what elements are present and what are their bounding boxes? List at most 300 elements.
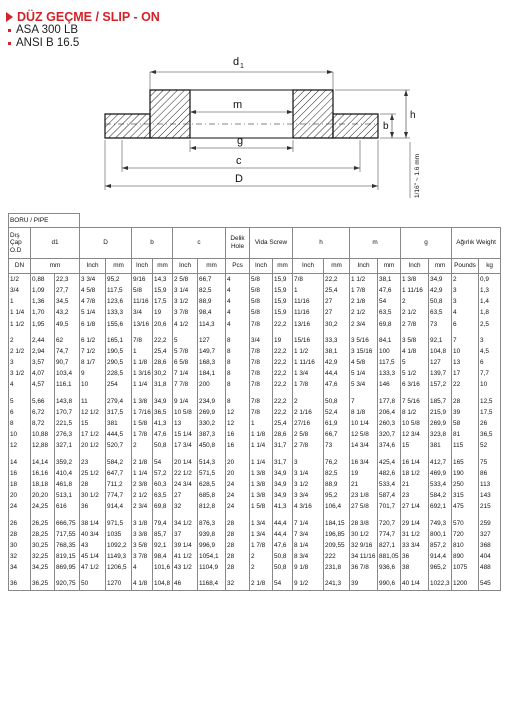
table-cell: 857,2 xyxy=(429,540,452,551)
table-cell: 7/8 xyxy=(250,369,273,380)
table-cell: 8 3/4 xyxy=(293,551,324,562)
table-cell: 63,5 xyxy=(429,308,452,319)
table-cell: 50,8 xyxy=(429,296,452,307)
table-cell: 3/4 xyxy=(250,335,273,346)
table-cell: 73 xyxy=(324,441,350,452)
table-cell: 1 3/8 xyxy=(132,396,153,407)
table-cell: 184,15 xyxy=(324,518,350,529)
table-cell: 17 xyxy=(452,369,479,380)
table-cell: 7 1/4 xyxy=(173,369,198,380)
table-cell: 36,5 xyxy=(153,407,173,418)
table-cell: 8 xyxy=(226,357,250,368)
table-cell: 10 5/8 xyxy=(173,407,198,418)
table-cell: 9 1/2 xyxy=(293,579,324,591)
table-cell: 8 1/2 xyxy=(401,407,429,418)
bullet-icon xyxy=(8,42,11,45)
table-cell: 15,9 xyxy=(273,285,293,296)
table-cell: 86 xyxy=(479,468,501,479)
table-cell: 5 1/4 xyxy=(80,308,106,319)
table-cell: 82,5 xyxy=(198,285,226,296)
table-cell: 19 xyxy=(350,468,378,479)
table-row xyxy=(9,529,501,540)
table-cell: 16 xyxy=(226,429,250,440)
table-cell: 1 7/16 xyxy=(132,407,153,418)
table-cell: 3 xyxy=(452,296,479,307)
table-cell: 1 1/4 xyxy=(9,308,31,319)
table-cell: 22,2 xyxy=(273,396,293,407)
table-cell: 24 xyxy=(9,502,31,513)
table-cell: 936,6 xyxy=(378,563,401,574)
table-cell: 939,8 xyxy=(198,529,226,540)
table-cell: 584,2 xyxy=(106,457,132,468)
unit-h-inch: Inch xyxy=(293,259,324,274)
table-cell: 10 1/4 xyxy=(350,418,378,429)
table-cell: 12 xyxy=(9,441,31,452)
table-cell: 34,9 xyxy=(429,274,452,286)
table-cell: 25,4 xyxy=(273,418,293,429)
table-cell: 4 xyxy=(226,285,250,296)
table-cell: 10 xyxy=(9,429,31,440)
product-title-text: DÜZ GEÇME / SLIP - ON xyxy=(17,10,160,24)
pipe-group-header: BORU / PIPE xyxy=(9,214,80,228)
table-cell: 1149,3 xyxy=(106,551,132,562)
table-cell: 5 3/4 xyxy=(350,380,378,391)
table-cell: 4 7/8 xyxy=(80,296,106,307)
table-cell: 1,36 xyxy=(31,296,55,307)
table-cell: 36,25 xyxy=(31,579,55,591)
table-row xyxy=(9,380,501,391)
table-cell: 1 1/2 xyxy=(9,319,31,330)
table-row xyxy=(9,457,501,468)
table-cell: 6 xyxy=(479,357,501,368)
table-cell: 6 xyxy=(452,319,479,330)
col-header-h: h xyxy=(293,228,350,259)
col-header-D: D xyxy=(80,228,132,259)
table-cell: 1 1/8 xyxy=(250,429,273,440)
table-cell: 812,8 xyxy=(198,502,226,513)
table-cell: 7/8 xyxy=(250,319,273,330)
table-cell: 14,3 xyxy=(153,274,173,286)
table-cell: 12,88 xyxy=(31,441,55,452)
table-cell: 22,2 xyxy=(273,346,293,357)
table-row xyxy=(9,407,501,418)
table-cell: 7,7 xyxy=(479,369,501,380)
table-cell: 215 xyxy=(479,502,501,513)
table-cell: 24 xyxy=(226,479,250,490)
table-cell: 22,2 xyxy=(273,380,293,391)
table-cell: 98,4 xyxy=(198,308,226,319)
table-cell: 1206,5 xyxy=(106,563,132,574)
table-cell: 1 1/4 xyxy=(250,441,273,452)
table-cell: 711,2 xyxy=(106,479,132,490)
table-cell: 3 7/8 xyxy=(173,308,198,319)
table-cell: 7/8 xyxy=(250,380,273,391)
table-cell: 5/8 xyxy=(132,285,153,296)
table-cell: 768,35 xyxy=(55,540,80,551)
table-cell: 1035 xyxy=(106,529,132,540)
table-cell: 4 1/8 xyxy=(401,346,429,357)
table-cell: 971,5 xyxy=(106,518,132,529)
table-cell: 133,3 xyxy=(378,369,401,380)
table-cell: 8 1/7 xyxy=(80,357,106,368)
table-cell: 28 xyxy=(226,540,250,551)
table-cell: 6 5/8 xyxy=(173,357,198,368)
table-cell: 38 1/4 xyxy=(80,518,106,529)
table-cell: 13/16 xyxy=(293,319,324,330)
table-cell: 39 1/4 xyxy=(173,540,198,551)
col-header-m: m xyxy=(350,228,401,259)
h-label: h xyxy=(410,110,416,121)
table-cell: 7/8 xyxy=(250,357,273,368)
red-triangle-icon xyxy=(6,12,13,22)
table-cell: 16 xyxy=(9,468,31,479)
table-cell: 206,4 xyxy=(378,407,401,418)
table-cell: 701,7 xyxy=(378,502,401,513)
table-cell: 4 xyxy=(132,563,153,574)
table-cell: 13/16 xyxy=(132,319,153,330)
c-label: c xyxy=(236,155,242,167)
table-cell: 1270 xyxy=(106,579,132,591)
table-cell: 533,4 xyxy=(378,479,401,490)
table-cell: 15,9 xyxy=(273,308,293,319)
table-cell: 41,3 xyxy=(153,418,173,429)
table-row xyxy=(9,285,501,296)
table-cell: 22,2 xyxy=(273,357,293,368)
table-cell: 18 1/2 xyxy=(401,468,429,479)
table-cell: 3 7/8 xyxy=(132,551,153,562)
table-cell: 127 xyxy=(429,357,452,368)
table-cell: 100 xyxy=(378,346,401,357)
table-cell: 15,9 xyxy=(273,296,293,307)
table-cell: 11/16 xyxy=(132,296,153,307)
table-cell: 1 xyxy=(9,296,31,307)
table-cell: 165 xyxy=(452,457,479,468)
table-cell: 3 xyxy=(9,357,31,368)
table-cell: 90,7 xyxy=(55,357,80,368)
table-cell: 31 1/2 xyxy=(401,529,429,540)
table-cell: 8 xyxy=(226,369,250,380)
table-cell: 34 11/16 xyxy=(350,551,378,562)
table-cell: 133,3 xyxy=(106,308,132,319)
dimension-table xyxy=(8,213,501,591)
table-row xyxy=(9,274,501,286)
table-cell: 488 xyxy=(479,563,501,574)
table-cell: 39 xyxy=(350,579,378,591)
table-cell: 1 xyxy=(293,285,324,296)
table-cell: 269,9 xyxy=(198,407,226,418)
table-cell: 25,4 xyxy=(153,346,173,357)
table-cell: 800,1 xyxy=(429,529,452,540)
table-cell: 1 7/8 xyxy=(293,380,324,391)
table-cell: 1,3 xyxy=(479,285,501,296)
col-header-c: c xyxy=(173,228,226,259)
table-cell: 1 1/4 xyxy=(132,380,153,391)
table-cell: 1 7/8 xyxy=(350,285,378,296)
table-cell: 8 1/4 xyxy=(293,540,324,551)
table-cell: 165,1 xyxy=(106,335,132,346)
col-header-g: g xyxy=(401,228,452,259)
flange-ring-right xyxy=(333,114,378,138)
table-cell: 22,2 xyxy=(273,369,293,380)
table-cell: 3 3/4 xyxy=(293,490,324,501)
table-cell: 34 xyxy=(9,563,31,574)
table-cell: 3 5/8 xyxy=(132,540,153,551)
table-cell: 587,4 xyxy=(378,490,401,501)
table-cell: 27 xyxy=(173,490,198,501)
table-cell: 3 1/8 xyxy=(132,518,153,529)
table-row xyxy=(9,319,501,330)
standard-line-1 xyxy=(8,24,160,37)
table-cell: 43 1/2 xyxy=(173,563,198,574)
table-cell: 49,5 xyxy=(55,319,80,330)
table-cell: 6 xyxy=(9,407,31,418)
table-cell: 74,7 xyxy=(55,346,80,357)
table-cell: 88,9 xyxy=(198,296,226,307)
table-row xyxy=(9,441,501,452)
table-cell: 127 xyxy=(198,335,226,346)
b-label: b xyxy=(383,121,389,132)
table-cell: 254 xyxy=(106,380,132,391)
table-cell: 22,3 xyxy=(55,274,80,286)
table-cell: 2 1/16 xyxy=(293,407,324,418)
col-header-b: b xyxy=(132,228,173,259)
table-cell: 27 xyxy=(324,296,350,307)
table-cell: 36 7/8 xyxy=(350,563,378,574)
table-cell: 11/16 xyxy=(293,308,324,319)
table-cell: 2 5/8 xyxy=(293,429,324,440)
table-cell: 965,2 xyxy=(429,563,452,574)
d1-subscript: 1 xyxy=(240,63,244,70)
flange-hub-right xyxy=(293,90,333,138)
weld-note: 1/16" ~ 1.6 mm xyxy=(414,153,421,198)
table-cell: 157,2 xyxy=(429,380,452,391)
table-cell: 4 xyxy=(226,308,250,319)
table-cell: 717,55 xyxy=(55,529,80,540)
table-cell: 1/2 xyxy=(9,274,31,286)
table-cell: 22,2 xyxy=(324,274,350,286)
table-cell: 17,5 xyxy=(479,407,501,418)
table-cell: 5 xyxy=(9,396,31,407)
table-cell: 103,4 xyxy=(55,369,80,380)
table-cell: 19 xyxy=(153,308,173,319)
table-cell: 37 xyxy=(173,529,198,540)
table-cell: 3,57 xyxy=(31,357,55,368)
table-cell: 5 xyxy=(173,335,198,346)
table-cell: 1 1/4 xyxy=(250,457,273,468)
unit-dn: DN xyxy=(9,259,31,274)
table-cell: 22 xyxy=(452,380,479,391)
table-cell: 32,25 xyxy=(31,551,55,562)
table-cell: 38,1 xyxy=(324,346,350,357)
table-cell: 24 3/4 xyxy=(173,479,198,490)
bullet-icon xyxy=(8,29,11,32)
table-cell: 3 1/2 xyxy=(9,369,31,380)
unit-c-inch: Inch xyxy=(173,259,198,274)
table-cell: 381 xyxy=(106,418,132,429)
table-cell: 85,7 xyxy=(153,529,173,540)
table-cell: 6 1/2 xyxy=(80,335,106,346)
table-cell: 1,8 xyxy=(479,308,501,319)
table-cell: 47,6 xyxy=(378,285,401,296)
table-cell: 1200 xyxy=(452,579,479,591)
table-cell: 17,5 xyxy=(153,296,173,307)
table-cell: 1,95 xyxy=(31,319,55,330)
product-title xyxy=(6,10,160,24)
table-cell: 27/16 xyxy=(293,418,324,429)
table-cell: 3 xyxy=(293,457,324,468)
unit-hole-pcs: Pcs xyxy=(226,259,250,274)
table-cell: 32 xyxy=(226,579,250,591)
table-row xyxy=(9,346,501,357)
table-cell: 5 7/8 xyxy=(173,346,198,357)
table-cell: 50 xyxy=(80,579,106,591)
table-cell: 63,5 xyxy=(378,308,401,319)
table-cell: 520,7 xyxy=(106,441,132,452)
table-cell: 117,5 xyxy=(378,357,401,368)
table-cell: 3 3/4 xyxy=(80,274,106,286)
table-cell: 2 5/8 xyxy=(173,274,198,286)
table-cell: 5/8 xyxy=(250,296,273,307)
table-cell: 20 xyxy=(9,490,31,501)
table-cell: 17 1/2 xyxy=(80,429,106,440)
unit-d1-mm: mm xyxy=(31,259,80,274)
table-cell: 9 xyxy=(80,369,106,380)
table-cell: 4 xyxy=(452,308,479,319)
table-cell: 410,4 xyxy=(55,468,80,479)
table-cell: 359,2 xyxy=(55,457,80,468)
table-cell: 720 xyxy=(452,529,479,540)
table-row xyxy=(9,369,501,380)
table-cell: 23 xyxy=(401,490,429,501)
table-cell: 54 xyxy=(378,296,401,307)
unit-screw-inch: Inch xyxy=(250,259,273,274)
table-cell: 24,25 xyxy=(31,502,55,513)
table-cell: 228,5 xyxy=(106,369,132,380)
table-cell: 184,1 xyxy=(198,369,226,380)
table-cell: 30 1/2 xyxy=(80,490,106,501)
table-cell: 26 xyxy=(9,518,31,529)
table-cell: 1 3/4 xyxy=(293,369,324,380)
table-row xyxy=(9,551,501,562)
table-cell: 24 xyxy=(226,502,250,513)
table-cell: 5 xyxy=(401,357,429,368)
table-cell: 2 xyxy=(250,563,273,574)
table-cell: 168,3 xyxy=(198,357,226,368)
table-cell: 685,8 xyxy=(198,490,226,501)
unit-D-inch: Inch xyxy=(80,259,106,274)
table-row xyxy=(9,296,501,307)
col-header-weight: Ağırlık Weight xyxy=(452,228,501,259)
table-cell: 12 1/2 xyxy=(80,407,106,418)
table-cell: 215,9 xyxy=(429,407,452,418)
table-cell: 116,1 xyxy=(55,380,80,391)
table-cell: 8,72 xyxy=(31,418,55,429)
unit-g-inch: Inch xyxy=(401,259,429,274)
table-cell: 1 7/8 xyxy=(250,540,273,551)
table-cell: 57,2 xyxy=(153,468,173,479)
table-row xyxy=(9,563,501,574)
table-cell: 34,5 xyxy=(55,296,80,307)
table-cell: 2,44 xyxy=(31,335,55,346)
table-cell: 177,8 xyxy=(378,396,401,407)
table-cell: 4 xyxy=(226,296,250,307)
table-cell: 42,9 xyxy=(429,285,452,296)
table-cell: 720,7 xyxy=(378,518,401,529)
table-cell: 1022,3 xyxy=(429,579,452,591)
table-cell: 46 xyxy=(173,579,198,591)
table-cell: 2 xyxy=(9,335,31,346)
table-cell: 84,1 xyxy=(378,335,401,346)
table-cell: 8 xyxy=(226,396,250,407)
table-cell: 1 3/8 xyxy=(250,490,273,501)
table-cell: 15,9 xyxy=(273,274,293,286)
table-cell: 2 7/8 xyxy=(401,319,429,330)
table-cell: 4 1/8 xyxy=(132,579,153,591)
table-cell: 1 11/16 xyxy=(401,285,429,296)
table-cell: 810 xyxy=(452,540,479,551)
table-cell: 11 xyxy=(80,396,106,407)
table-cell: 250 xyxy=(452,479,479,490)
table-cell: 12,5 xyxy=(479,396,501,407)
table-cell: 30 1/2 xyxy=(350,529,378,540)
table-cell: 22,2 xyxy=(273,319,293,330)
table-cell: 3 15/16 xyxy=(350,346,378,357)
table-cell: 3 1/4 xyxy=(293,468,324,479)
table-cell: 513,1 xyxy=(55,490,80,501)
table-cell: 22,2 xyxy=(153,335,173,346)
table-cell: 20,6 xyxy=(153,319,173,330)
table-cell: 17 3/4 xyxy=(173,441,198,452)
table-cell: 27 xyxy=(324,308,350,319)
table-cell: 4 xyxy=(226,274,250,286)
table-cell: 2 3/4 xyxy=(132,502,153,513)
table-cell: 2,5 xyxy=(479,319,501,330)
table-cell: 106,4 xyxy=(324,502,350,513)
table-cell: 22 1/2 xyxy=(173,468,198,479)
table-cell: 76,2 xyxy=(324,457,350,468)
table-cell: 36 xyxy=(9,579,31,591)
table-cell: 60,3 xyxy=(153,479,173,490)
table-cell: 1 1/8 xyxy=(132,357,153,368)
table-cell: 22,2 xyxy=(273,407,293,418)
table-header xyxy=(9,214,501,274)
table-cell: 34 1/2 xyxy=(173,518,198,529)
table-cell: 10 xyxy=(452,346,479,357)
table-cell: 23 1/8 xyxy=(350,490,378,501)
table-cell: 749,3 xyxy=(429,518,452,529)
table-cell: 149,7 xyxy=(198,346,226,357)
table-cell: 412,7 xyxy=(429,457,452,468)
table-cell: 5 1/4 xyxy=(350,369,378,380)
header xyxy=(6,10,160,50)
table-cell: 1,70 xyxy=(31,308,55,319)
table-cell: 234,9 xyxy=(198,396,226,407)
table-cell: 0,9 xyxy=(479,274,501,286)
table-cell: 66,7 xyxy=(198,274,226,286)
table-cell: 15/16 xyxy=(293,335,324,346)
table-cell: 27 5/8 xyxy=(350,502,378,513)
table-cell: 33,3 xyxy=(324,335,350,346)
table-cell: 19 xyxy=(273,335,293,346)
unit-b-mm: mm xyxy=(153,259,173,274)
table-cell: 95,2 xyxy=(106,274,132,286)
table-cell: 269,9 xyxy=(429,418,452,429)
table-cell: 47,6 xyxy=(153,429,173,440)
table-cell: 1168,4 xyxy=(198,579,226,591)
table-cell: 30,2 xyxy=(153,369,173,380)
table-cell: 3/4 xyxy=(9,285,31,296)
table-cell: 7 1/2 xyxy=(80,346,106,357)
